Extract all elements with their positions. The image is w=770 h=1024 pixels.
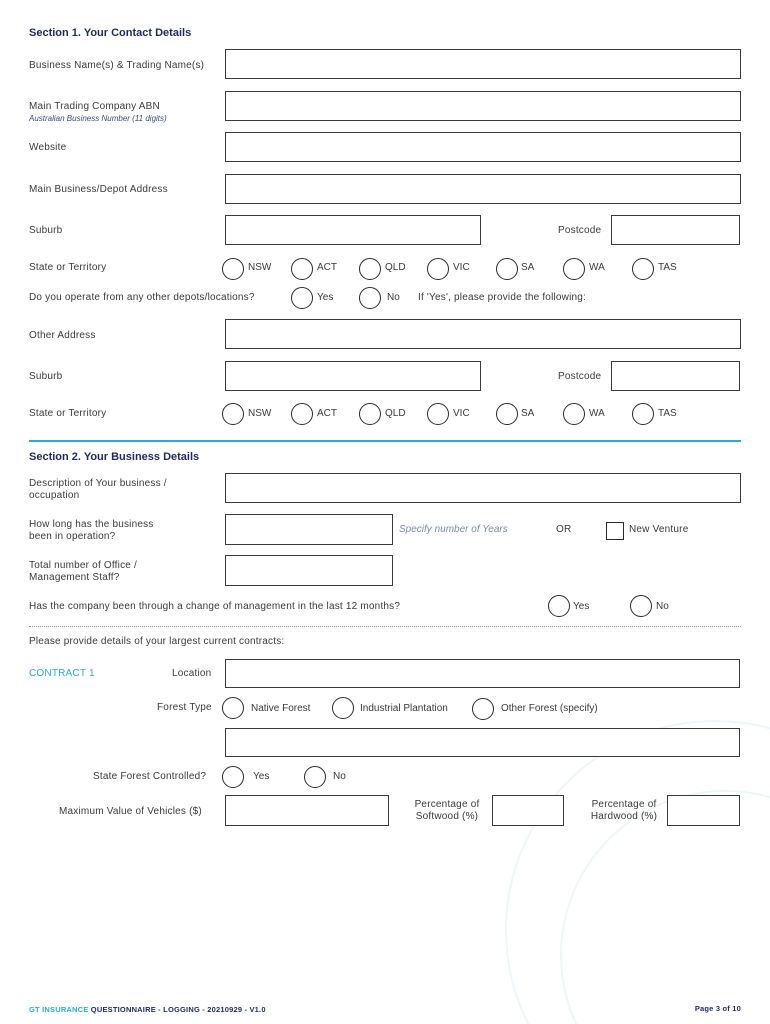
section-divider xyxy=(29,440,741,442)
change-management-no-label: No xyxy=(656,601,669,612)
abn-sublabel: Australian Business Number (11 digits) xyxy=(29,114,167,123)
business-name-field[interactable] xyxy=(225,49,741,79)
change-management-yes-label: Yes xyxy=(573,601,590,612)
new-venture-checkbox[interactable] xyxy=(606,522,624,540)
state-forest-no-radio[interactable] xyxy=(304,766,326,788)
abn-label: Main Trading Company ABN xyxy=(29,101,160,112)
staff-count-field[interactable] xyxy=(225,555,393,586)
other-address-field[interactable] xyxy=(225,319,741,349)
postcode-field[interactable] xyxy=(611,215,740,245)
state-option-label: VIC xyxy=(453,262,470,273)
state-option-label: QLD xyxy=(385,262,406,273)
state-option-label: WA xyxy=(589,408,605,419)
softwood-label-line2: Softwood (%) xyxy=(415,811,479,822)
abn-field[interactable] xyxy=(225,91,741,121)
other-address-label: Other Address xyxy=(29,330,96,341)
footer-brand: GT INSURANCE xyxy=(29,1005,89,1014)
state-option-label: ACT xyxy=(317,262,337,273)
softwood-field[interactable] xyxy=(492,795,564,826)
other-depots-question: Do you operate from any other depots/locations? xyxy=(29,292,255,303)
state-forest-yes-label: Yes xyxy=(253,771,270,782)
change-management-no-radio[interactable] xyxy=(630,595,652,617)
state-option-label: NSW xyxy=(248,262,272,273)
state-radio-vic[interactable] xyxy=(427,258,449,280)
other-suburb-label: Suburb xyxy=(29,371,63,382)
other-depots-yes-label: Yes xyxy=(317,292,334,303)
state-option-label: WA xyxy=(589,262,605,273)
other-state-radio-wa[interactable] xyxy=(563,403,585,425)
state-option-label: NSW xyxy=(248,408,272,419)
other-depots-no-radio[interactable] xyxy=(359,287,381,309)
other-postcode-field[interactable] xyxy=(611,361,740,391)
other-forest-field[interactable] xyxy=(225,728,740,757)
new-venture-label: New Venture xyxy=(629,524,689,535)
other-state-radio-qld[interactable] xyxy=(359,403,381,425)
state-forest-yes-radio[interactable] xyxy=(222,766,244,788)
other-state-radio-sa[interactable] xyxy=(496,403,518,425)
forest-option-label: Native Forest xyxy=(251,703,311,714)
hardwood-label-line2: Hardwood (%) xyxy=(590,811,658,822)
staff-label: Total number of Office / xyxy=(29,560,137,571)
state-forest-label: State Forest Controlled? xyxy=(93,771,207,782)
location-field[interactable] xyxy=(225,659,740,688)
suburb-label: Suburb xyxy=(29,225,63,236)
page-number: Page 3 of 10 xyxy=(694,1004,741,1013)
other-depots-yes-radio[interactable] xyxy=(291,287,313,309)
other-depots-no-label: No xyxy=(387,292,400,303)
other-state-radio-vic[interactable] xyxy=(427,403,449,425)
hardwood-field[interactable] xyxy=(667,795,740,826)
state-radio-wa[interactable] xyxy=(563,258,585,280)
state-option-label: TAS xyxy=(658,408,677,419)
state-option-label: QLD xyxy=(385,408,406,419)
state-radio-act[interactable] xyxy=(291,258,313,280)
website-label: Website xyxy=(29,142,67,153)
state-option-label: SA xyxy=(521,262,535,273)
state-forest-no-label: No xyxy=(333,771,346,782)
years-hint: Specify number of Years xyxy=(399,524,508,535)
description-field[interactable] xyxy=(225,473,741,503)
softwood-label: Percentage of xyxy=(414,799,480,810)
location-label: Location xyxy=(172,668,212,679)
years-field[interactable] xyxy=(225,514,393,545)
how-long-label: How long has the business xyxy=(29,519,154,530)
section-1-title: Section 1. Your Contact Details xyxy=(29,27,192,39)
state-radio-qld[interactable] xyxy=(359,258,381,280)
contract-heading: CONTRACT 1 xyxy=(29,668,95,679)
other-state-radio-tas[interactable] xyxy=(632,403,654,425)
description-label-line2: occupation xyxy=(29,490,80,501)
state-option-label: TAS xyxy=(658,262,677,273)
business-name-label: Business Name(s) & Trading Name(s) xyxy=(29,60,205,71)
how-long-label-line2: been in operation? xyxy=(29,531,116,542)
forest-native-radio[interactable] xyxy=(222,697,244,719)
postcode-label: Postcode xyxy=(558,225,602,236)
other-state-label: State or Territory xyxy=(29,408,107,419)
contracts-intro: Please provide details of your largest current contracts: xyxy=(29,636,285,647)
max-value-label: Maximum Value of Vehicles ($) xyxy=(59,806,202,817)
suburb-field[interactable] xyxy=(225,215,481,245)
description-label: Description of Your business / xyxy=(29,478,167,489)
hardwood-label: Percentage of xyxy=(591,799,657,810)
other-state-radio-act[interactable] xyxy=(291,403,313,425)
change-management-question: Has the company been through a change of management in the last 12 months? xyxy=(29,601,401,612)
if-yes-note: If 'Yes', please provide the following: xyxy=(418,292,587,303)
website-field[interactable] xyxy=(225,132,741,162)
state-label: State or Territory xyxy=(29,262,107,273)
forest-option-label: Other Forest (specify) xyxy=(501,703,598,714)
forest-option-label: Industrial Plantation xyxy=(360,703,448,714)
dotted-divider xyxy=(29,626,741,627)
state-radio-tas[interactable] xyxy=(632,258,654,280)
other-postcode-label: Postcode xyxy=(558,371,602,382)
forest-other-radio[interactable] xyxy=(472,698,494,720)
footer-doc-title: QUESTIONNAIRE - LOGGING - 20210929 - V1.0 xyxy=(90,1005,266,1014)
max-value-field[interactable] xyxy=(225,795,389,826)
state-radio-nsw[interactable] xyxy=(222,258,244,280)
state-option-label: ACT xyxy=(317,408,337,419)
or-label: OR xyxy=(556,524,572,535)
address-field[interactable] xyxy=(225,174,741,204)
forest-plantation-radio[interactable] xyxy=(332,697,354,719)
forest-type-label: Forest Type xyxy=(157,702,212,713)
state-radio-sa[interactable] xyxy=(496,258,518,280)
staff-label-line2: Management Staff? xyxy=(29,572,120,583)
footer-title xyxy=(29,1005,266,1014)
state-option-label: SA xyxy=(521,408,535,419)
other-state-radio-nsw[interactable] xyxy=(222,403,244,425)
section-2-title: Section 2. Your Business Details xyxy=(29,451,200,463)
state-option-label: VIC xyxy=(453,408,470,419)
change-management-yes-radio[interactable] xyxy=(548,595,570,617)
other-suburb-field[interactable] xyxy=(225,361,481,391)
address-label: Main Business/Depot Address xyxy=(29,184,168,195)
